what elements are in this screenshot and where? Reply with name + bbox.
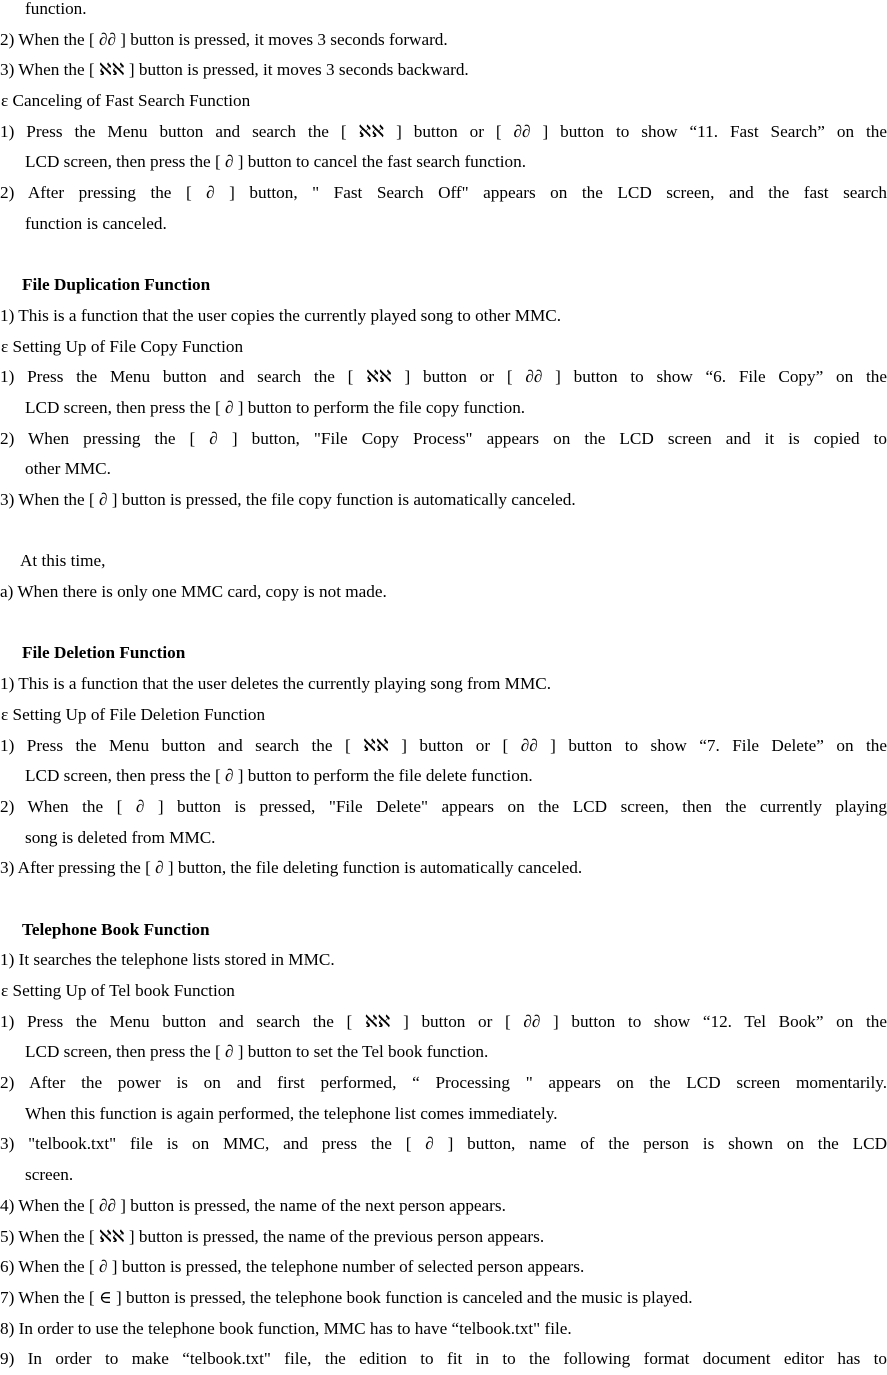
subsection-title: ε Setting Up of File Copy Function (1, 336, 244, 356)
section-heading-file-deletion: File Deletion Function (22, 643, 186, 663)
list-item: 9) In order to make “telbook.txt" file, the edition to fit in to the following format document editor has to (0, 1349, 887, 1369)
list-item: 1) Press the Menu button and search the [ ℵℵ ] button or [ ∂∂ ] button to show “12. Tel Book” on the (0, 1011, 887, 1031)
list-item: 1) Press the Menu button and search the [ ℵℵ ] button or [ ∂∂ ] button to show “11. Fast Search” on the (0, 121, 887, 141)
list-item: 1) It searches the telephone lists stored in MMC. (0, 950, 335, 970)
blank-line (0, 240, 887, 271)
list-item: 2) After the power is on and first performed, “ Processing " appears on the LCD screen momentarily. (0, 1073, 887, 1093)
list-item: 3) When the [ ∂ ] button is pressed, the file copy function is automatically canceled. (0, 490, 576, 509)
list-item: 8) In order to use the telephone book function, MMC has to have “telbook.txt" file. (0, 1318, 572, 1338)
note-intro: At this time, (20, 551, 106, 571)
subsection-title: ε Setting Up of File Deletion Function (1, 704, 266, 724)
list-item: 6) When the [ ∂ ] button is pressed, the telephone number of selected person appears. (0, 1257, 585, 1277)
list-item: 7) When the [ ∈ ] button is pressed, the telephone book function is canceled and the music is played. (0, 1287, 693, 1307)
list-item-continuation: LCD screen, then press the [ ∂ ] button to set the Tel book function. (25, 1042, 489, 1062)
text-line: function. (25, 0, 87, 18)
list-item: 2) When the [ ∂∂ ] button is pressed, it moves 3 seconds forward. (0, 29, 448, 49)
subsection-title: ε Canceling of Fast Search Function (1, 91, 251, 111)
list-item-continuation: song is deleted from MMC. (25, 827, 216, 847)
list-item-continuation: LCD screen, then press the [ ∂ ] button to cancel the fast search function. (25, 152, 527, 172)
blank-line (0, 608, 887, 639)
list-item-continuation: LCD screen, then press the [ ∂ ] button to perform the file delete function. (25, 766, 533, 786)
list-item: 1) Press the Menu button and search the [ ℵℵ ] button or [ ∂∂ ] button to show “7. File Delete” on the (0, 735, 887, 755)
list-item-continuation: screen. (25, 1165, 74, 1185)
list-item-continuation: function is canceled. (25, 213, 167, 233)
list-item: 2) When the [ ∂ ] button is pressed, "File Delete" appears on the LCD screen, then the currently playing (0, 796, 887, 816)
list-item: 5) When the [ ℵℵ ] button is pressed, the name of the previous person appears. (0, 1226, 545, 1246)
list-item: 1) Press the Menu button and search the [ ℵℵ ] button or [ ∂∂ ] button to show “6. File Copy” on the (0, 367, 887, 387)
list-item: 2) After pressing the [ ∂ ] button, " Fast Search Off" appears on the LCD screen, and the fast search (0, 183, 887, 203)
subsection-title: ε Setting Up of Tel book Function (1, 981, 235, 1000)
list-item: 4) When the [ ∂∂ ] button is pressed, the name of the next person appears. (0, 1195, 506, 1215)
list-item: 3) After pressing the [ ∂ ] button, the file deleting function is automatically canceled. (0, 858, 583, 878)
list-item: 1) This is a function that the user deletes the currently playing song from MMC. (0, 674, 552, 694)
list-item-continuation: other MMC. (25, 459, 111, 479)
blank-line (0, 516, 887, 547)
list-item-continuation: LCD screen, then press the [ ∂ ] button to perform the file copy function. (25, 397, 526, 417)
list-item: 3) "telbook.txt" file is on MMC, and press the [ ∂ ] button, name of the person is shown on the LCD (0, 1134, 887, 1154)
section-heading-telephone-book: Telephone Book Function (22, 919, 210, 939)
list-item: 2) When pressing the [ ∂ ] button, "File Copy Process" appears on the LCD screen and it is copied to (0, 428, 887, 448)
section-heading-file-duplication: File Duplication Function (22, 275, 211, 295)
list-item: 1) This is a function that the user copies the currently played song to other MMC. (0, 305, 562, 325)
list-item: 3) When the [ ℵℵ ] button is pressed, it moves 3 seconds backward. (0, 60, 469, 80)
list-item: a) When there is only one MMC card, copy is not made. (0, 582, 387, 602)
blank-line (0, 884, 887, 915)
list-item-continuation: When this function is again performed, the telephone list comes immediately. (25, 1103, 558, 1123)
